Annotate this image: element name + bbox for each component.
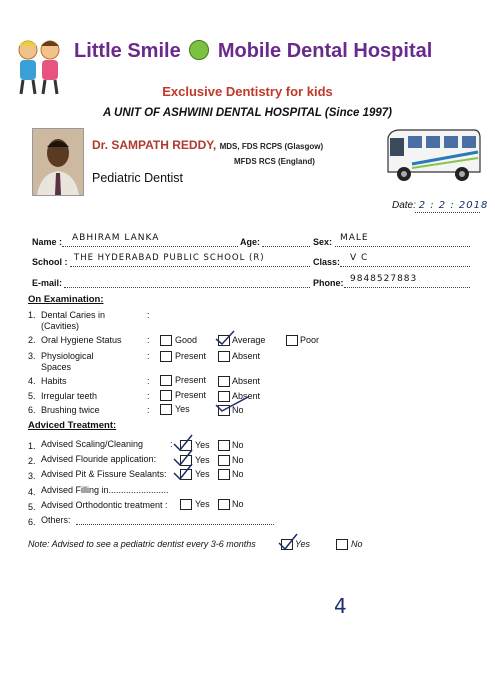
date-label: Date: bbox=[392, 200, 416, 211]
checkbox-note-no[interactable] bbox=[336, 539, 348, 550]
checkbox-absent[interactable] bbox=[218, 376, 230, 387]
age-label: Age: bbox=[240, 237, 260, 247]
treatment-heading: Adviced Treatment: bbox=[28, 420, 117, 431]
hospital-title bbox=[74, 40, 432, 63]
school-line bbox=[70, 266, 310, 267]
checkmark-icon bbox=[214, 395, 250, 413]
checkbox-present[interactable] bbox=[160, 390, 172, 401]
checkbox-yes[interactable] bbox=[180, 499, 192, 510]
checkbox-no[interactable] bbox=[218, 499, 230, 510]
option-good-label: Good bbox=[175, 335, 198, 345]
option-present-label: Present bbox=[175, 390, 207, 400]
treatment-scaling-label: Advised Scaling/Cleaning bbox=[41, 439, 144, 449]
phone-label: Phone: bbox=[313, 278, 344, 288]
checkbox-no[interactable] bbox=[218, 469, 230, 480]
exam-oral-hygiene-label: Oral Hygiene Status bbox=[41, 335, 122, 345]
checkbox-good[interactable] bbox=[160, 335, 172, 346]
exam-row-num: 6. bbox=[28, 405, 36, 415]
exam-irregular-teeth-label: Irregular teeth bbox=[41, 391, 98, 401]
sex-label: Sex: bbox=[313, 237, 333, 247]
colon: : bbox=[170, 439, 173, 449]
treatment-orthodontic-label: Advised Orthodontic treatment : bbox=[41, 500, 168, 510]
option-absent-label: Absent bbox=[232, 391, 261, 401]
option-present-label: Present bbox=[175, 375, 207, 385]
colon: : bbox=[147, 335, 150, 345]
option-absent-label: Absent bbox=[232, 351, 261, 361]
doctor-degrees: MDS, FDS RCPS (Glasgow) bbox=[219, 142, 324, 151]
treatment-row-num: 5. bbox=[28, 502, 36, 512]
treatment-row-num: 2. bbox=[28, 456, 36, 466]
exam-habits-label: Habits bbox=[41, 376, 67, 386]
checkmark-icon bbox=[172, 463, 194, 481]
examination-heading: On Examination: bbox=[28, 294, 104, 305]
class-line bbox=[340, 266, 470, 267]
handwritten-mark: 4 bbox=[334, 594, 348, 618]
school-field[interactable]: THE HYDERABAD PUBLIC SCHOOL (R) bbox=[74, 253, 265, 263]
name-label: Name : bbox=[32, 237, 63, 247]
checkbox-absent[interactable] bbox=[218, 351, 230, 362]
treatment-row-num: 3. bbox=[28, 471, 36, 481]
date-underline bbox=[415, 212, 480, 213]
checkbox-present[interactable] bbox=[160, 375, 172, 386]
exam-row-num: 2. bbox=[28, 335, 36, 345]
kids-friendly-badge-icon bbox=[189, 40, 209, 60]
phone-line bbox=[344, 287, 470, 288]
colon: : bbox=[147, 405, 150, 415]
note-yes-label: Yes bbox=[295, 539, 311, 549]
treatment-filling-field[interactable]: Advised Filling in........................ bbox=[41, 485, 169, 495]
school-label: School : bbox=[32, 257, 68, 267]
title-part-2: Mobile Dental Hospital bbox=[217, 40, 433, 62]
treatment-row-num: 1. bbox=[28, 441, 36, 451]
checkmark-icon bbox=[277, 533, 299, 551]
name-field[interactable]: ABHIRAM LANKA bbox=[72, 233, 160, 243]
phone-field[interactable]: 9848527883 bbox=[350, 274, 418, 284]
doctor-name bbox=[92, 138, 323, 152]
option-no-label: No bbox=[232, 440, 244, 450]
treatment-row-num: 4. bbox=[28, 487, 36, 497]
checkbox-present[interactable] bbox=[160, 351, 172, 362]
doctor-name-text: Dr. SAMPATH REDDY, bbox=[92, 138, 217, 152]
checkbox-poor[interactable] bbox=[286, 335, 298, 346]
option-absent-label: Absent bbox=[232, 376, 261, 386]
exam-row-num: 5. bbox=[28, 391, 36, 401]
email-label: E-mail: bbox=[32, 278, 63, 288]
option-no-label: No bbox=[232, 405, 244, 415]
option-yes-label: Yes bbox=[195, 440, 210, 450]
others-field[interactable] bbox=[76, 524, 274, 525]
doctor-degrees-2: MFDS RCS (England) bbox=[234, 157, 315, 166]
sex-line bbox=[335, 246, 470, 247]
class-field[interactable]: V C bbox=[350, 253, 369, 263]
exam-row-num: 3. bbox=[28, 351, 36, 361]
treatment-sealants-label: Advised Pit & Fissure Sealants: bbox=[41, 469, 167, 479]
checkbox-yes[interactable] bbox=[160, 404, 172, 415]
date-row bbox=[392, 200, 488, 211]
age-field[interactable] bbox=[262, 246, 310, 247]
subtitle: Exclusive Dentistry for kids bbox=[162, 84, 333, 99]
note bbox=[28, 539, 256, 549]
option-no-label: No bbox=[232, 455, 244, 465]
name-line bbox=[62, 246, 238, 247]
class-label: Class: bbox=[313, 257, 341, 267]
option-present-label: Present bbox=[175, 351, 207, 361]
colon: : bbox=[147, 310, 150, 320]
option-yes-label: Yes bbox=[175, 404, 190, 414]
exam-row-num: 1. bbox=[28, 310, 36, 320]
option-no-label: No bbox=[232, 499, 244, 509]
option-yes-label: Yes bbox=[195, 455, 210, 465]
option-yes-label: Yes bbox=[195, 469, 210, 479]
checkbox-no[interactable] bbox=[218, 455, 230, 466]
option-poor-label: Poor bbox=[300, 335, 320, 345]
exam-dental-caries-label: Dental Caries in (Cavities) bbox=[41, 310, 106, 331]
option-no-label: No bbox=[232, 469, 244, 479]
title-part-1: Little Smile bbox=[74, 40, 181, 62]
treatment-others-label: Others: bbox=[41, 515, 71, 525]
doctor-specialty: Pediatric Dentist bbox=[92, 171, 184, 185]
doctor-photo bbox=[32, 128, 84, 196]
checkbox-no[interactable] bbox=[218, 440, 230, 451]
exam-row-num: 4. bbox=[28, 376, 36, 386]
checkmark-icon bbox=[214, 330, 236, 346]
email-field[interactable] bbox=[64, 287, 310, 288]
exam-brushing-twice-label: Brushing twice bbox=[41, 405, 100, 415]
date-value[interactable]: 2 : 2 : 2018 bbox=[418, 200, 489, 211]
note-text: Note: Advised to see a pediatric dentist every 3-6 months bbox=[28, 539, 256, 549]
option-average-label: Average bbox=[232, 335, 266, 345]
mobile-bus-icon bbox=[382, 124, 482, 186]
unit-line: A UNIT OF ASHWINI DENTAL HOSPITAL (Since 1997) bbox=[102, 107, 393, 119]
colon: : bbox=[147, 351, 150, 361]
option-yes-label: Yes bbox=[195, 499, 210, 509]
colon: : bbox=[147, 376, 150, 386]
colon: : bbox=[147, 391, 150, 401]
sex-field[interactable]: MALE bbox=[340, 233, 369, 243]
treatment-flouride-label: Advised Flouride application: bbox=[41, 454, 157, 464]
note-no-label: No bbox=[351, 539, 363, 549]
treatment-row-num: 6. bbox=[28, 517, 36, 527]
exam-physiological-spaces-label: Physiological Spaces bbox=[41, 351, 94, 372]
